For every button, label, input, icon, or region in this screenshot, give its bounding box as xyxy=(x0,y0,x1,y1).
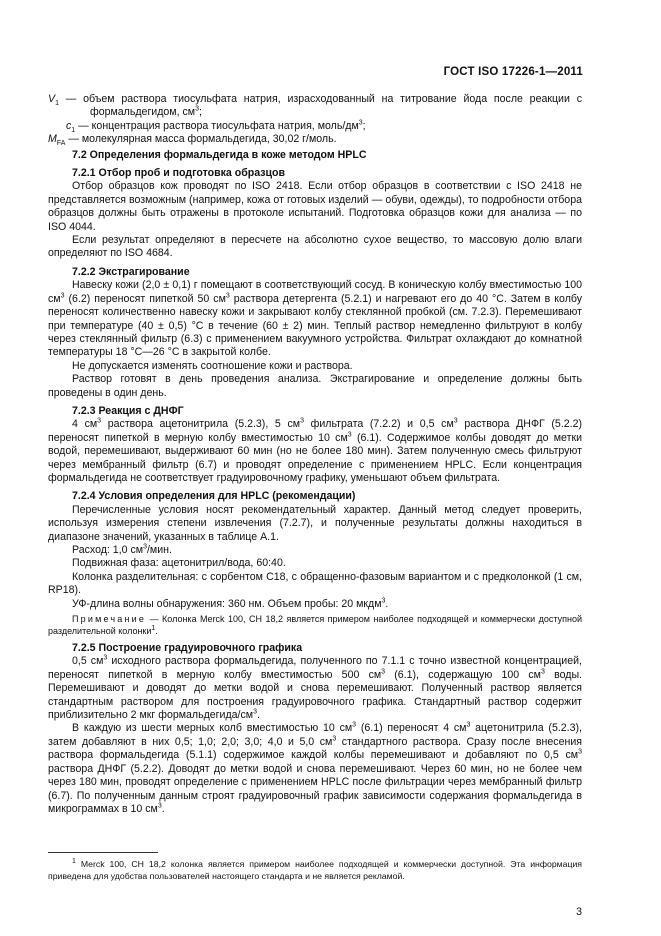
section-7-2-5-title: 7.2.5 Построение градуировочного графика xyxy=(72,642,303,655)
document-header: ГОСТ ISO 17226-1—2011 xyxy=(443,66,583,78)
footnote: $^1$ Merck 100, СН 18,2 колонка является примером наиболее подходящей и коммерчески доступной. Эта информация приведена для удобства пользователей настоящего стандарта и не является рекламой. xyxy=(48,858,582,882)
document-body xyxy=(48,93,582,816)
definition-mfa: $M_{FA}$ — молекулярная масса формальдегида, 30,02 г/моль. xyxy=(48,133,337,148)
section-7-2-1-para-1: Отбор образцов кож проводят по ISO 2418. Если отбор образцов в соответствии с ISO 2418 не представляется возможным (например, кожа от готовых изделий — обуви, одежды), то подробности отбора образцов должны быть отражены в протоколе испытаний. Подготовка образцов кожи для анализа — по ISO 4044. xyxy=(48,180,582,233)
section-7-2-5-para-2: В каждую из шести мерных колб вместимостью 10 $см^3$ (6.1) переносят 4 $см^3$ ацетонитрила (5.2.3), затем добавляют в них 0,5; 1,0; 2,0; 3,0; 4,0 и 5,0 $см^3$ стандартного раствора. Сразу после внесения раствора формальдегида (5.1.1) содержимое каждой колбы перемешивают и добавляют по 0,5 $см^3$ раствора ДНФГ (5.2.2). Доводят до метки водой и снова перемешивают. Через 60 мин, но не более чем через 180 мин, проводят определение с применением HPLC после фильтрации через мембранный фильтр (6.7). По полученным данным строят градуировочный график зависимости содержания формальдегида в микрограммах в 10 $см^3$. xyxy=(48,721,582,815)
section-7-2-1-title: 7.2.1 Отбор проб и подготовка образцов xyxy=(72,167,286,180)
section-7-2-4-flow: Расход: 1,0 $см^3$/мин. xyxy=(72,543,172,556)
section-7-2-2-title: 7.2.2 Экстрагирование xyxy=(72,265,190,278)
definition-c1: $c_1$ — концентрация раствора тиосульфата натрия, моль/$дм^3$; xyxy=(66,119,366,134)
section-7-2-4-note: Примечание — Колонка Merck 100, СН 18,2 является примером наиболее подходящей и коммерчески доступной разделительной колонки$^1$. xyxy=(48,614,582,637)
section-7-2-5-para-1: 0,5 $см^3$ исходного раствора формальдегида, полученного по 7.1.1 с точно известной концентрацией, переносят пипеткой в мерную колбу вместимостью 500 $см^3$ (6.1), содержащую 100 $см^3$ воды. Перемешивают и доводят до метки водой и снова перемешивают. Полученный раствор является стандартным раствором для построения градуировочного графика. Стандартный раствор содержит приблизительно 2 мкг формальдегида/$см^3$. xyxy=(48,654,583,722)
footnote-divider xyxy=(48,852,158,853)
page-number: 3 xyxy=(576,906,582,918)
section-7-2-2-para-2: Не допускается изменять соотношение кожи и раствора. xyxy=(72,359,353,372)
section-7-2-4-mobile-phase: Подвижная фаза: ацетонитрил/вода, 60:40. xyxy=(72,557,286,570)
section-7-2-title: 7.2 Определения формальдегида в коже методом HPLC xyxy=(72,148,367,161)
section-7-2-4-title: 7.2.4 Условия определения для HPLC (рекомендации) xyxy=(72,490,356,503)
section-7-2-3-para-1: 4 $см^3$ раствора ацетонитрила (5.2.3), 5 $см^3$ фильтрата (7.2.2) и 0,5 $см^3$ раствора ДНФГ (5.2.2) переносят пипеткой в мерную колбу вместимостью 10 $см^3$ (6.1). Содержимое колбы доводят до метки водой, перемешивают, выдерживают 60 мин (но не более 180 мин). Затем полученную смесь фильтруют через мембранный фильтр (6.7) и проводят определение с применением HPLC. Если концентрация формальдегида не соответствует градуировочному графику, уменьшают объем фильтрата. xyxy=(48,417,583,484)
section-7-2-4-column: Колонка разделительная: с сорбентом С18, с обращенно-фазовым вариантом и с предколонкой (1 см, RP18). xyxy=(48,570,582,597)
section-7-2-1-para-2: Если результат определяют в пересчете на абсолютно сухое вещество, то массовую долю влаги определяют по ISO 4684. xyxy=(48,234,582,260)
section-7-2-2-para-3: Раствор готовят в день проведения анализа. Экстрагирование и определение должны быть проведены в один день. xyxy=(48,373,582,399)
section-7-2-4-para-1: Перечисленные условия носят рекомендательный характер. Данный метод следует проверить, используя измерения степени извлечения (7.2.7), и полученные результаты должны находиться в диапазоне значений, указанных в таблице А.1. xyxy=(48,503,582,543)
section-7-2-4-detection: УФ-длина волны обнаружения: 360 нм. Объем пробы: 20 мкдм$^3$. xyxy=(72,597,389,610)
section-7-2-3-title: 7.2.3 Реакция с ДНФГ xyxy=(72,404,184,417)
section-7-2-2-para-1: Навеску кожи (2,0 ± 0,1) г помещают в соответствующий сосуд. В коническую колбу вместимостью 100 $см^3$ (6.2) переносят пипеткой 50 $см^3$ раствора детергента (5.2.1) и нагревают его до 40 °С. Затем в колбу переносят количественно навеску кожи и закрывают колбу стеклянной пробкой (см. 7.2.3). Перемешивают при температуре (40 ± 0,5) °С в течение (60 ± 2) мин. Теплый раствор немедленно фильтруют в колбу через стеклянный фильтр (6.3) с применением вакуумного устройства. Фильтрат охлаждают до комнатной температуры 18 °С—26 °С в закрытой колбе. xyxy=(48,279,583,359)
definition-v1: $V_1$ — объем раствора тиосульфата натрия, израсходованный на титрование йода после реакции с формальдегидом, $см^3$; xyxy=(48,93,582,119)
